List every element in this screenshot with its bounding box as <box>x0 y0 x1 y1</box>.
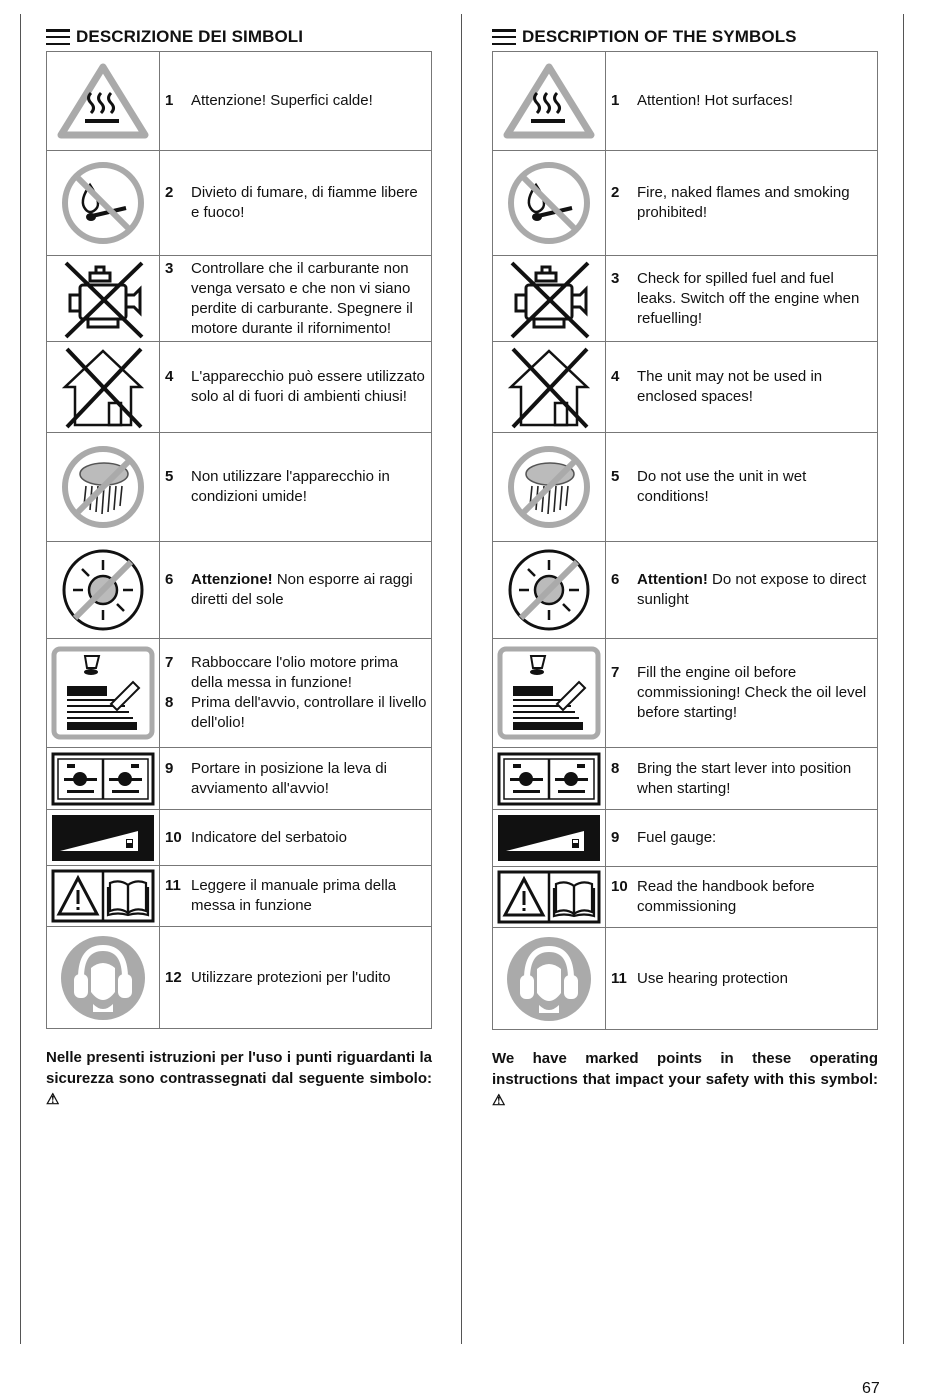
symbol-text <box>191 183 427 223</box>
symbol-number: 11 <box>165 877 181 894</box>
italian-heading <box>46 24 432 50</box>
symbol-icon-cell <box>47 433 160 542</box>
symbol-row <box>47 927 432 1029</box>
symbol-text <box>637 91 873 111</box>
symbol-number: 1 <box>611 92 620 109</box>
symbol-row <box>47 342 432 433</box>
section-menu-icon <box>492 29 516 45</box>
symbol-entry <box>165 259 427 339</box>
oil-fill-icon <box>493 646 605 740</box>
symbol-description-cell <box>160 342 432 433</box>
symbol-icon-cell <box>47 866 160 927</box>
symbol-number: 9 <box>611 829 620 846</box>
symbol-row <box>47 810 432 866</box>
symbol-text-body: Do not expose to direct sunlight <box>637 571 867 608</box>
symbol-text-emphasis: Attenzione! <box>191 571 273 588</box>
symbol-row <box>493 256 878 342</box>
symbol-text-body: Fill the engine oil before commissioning! Check the oil level before starting! <box>637 664 867 721</box>
symbol-number: 4 <box>165 368 174 385</box>
symbol-entry <box>611 759 873 799</box>
center-divider-line <box>461 14 462 1344</box>
symbol-entry <box>165 876 427 916</box>
symbol-row <box>47 748 432 810</box>
symbol-number: 5 <box>611 468 620 485</box>
symbol-text-body: Read the handbook before commissioning <box>637 878 815 915</box>
symbol-text <box>191 828 427 848</box>
symbol-number: 10 <box>165 828 182 846</box>
symbol-icon-cell <box>47 639 160 748</box>
no-indoor-use-icon <box>47 345 159 429</box>
english-heading <box>492 24 878 50</box>
no-indoor-use-icon <box>493 345 605 429</box>
symbol-number: 8 <box>611 759 620 777</box>
symbol-number: 6 <box>165 571 174 588</box>
symbol-text-body: Use hearing protection <box>637 969 788 987</box>
symbol-row <box>493 639 878 748</box>
no-fuel-spill-engine-icon <box>493 259 605 339</box>
symbol-icon-cell <box>47 342 160 433</box>
no-sunlight-icon <box>47 546 159 634</box>
symbol-text <box>191 876 427 916</box>
read-manual-icon <box>493 870 605 924</box>
symbol-entry <box>611 570 873 610</box>
symbol-row <box>493 151 878 256</box>
symbol-text <box>191 91 427 111</box>
symbol-entry <box>611 467 873 507</box>
symbol-icon-cell <box>47 810 160 866</box>
symbol-description-cell <box>160 866 432 927</box>
symbol-text-body: Controllare che il carburante non venga versato e che non vi siano perdite di carburante. Spegnere il motore durante il rifornimento! <box>191 259 413 337</box>
symbol-text-body: Leggere il manuale prima della messa in funzione <box>191 877 397 914</box>
symbol-description-cell <box>160 927 432 1029</box>
symbol-text <box>191 259 427 339</box>
no-fire-icon <box>47 160 159 246</box>
no-wet-conditions-icon <box>493 444 605 530</box>
symbol-description-cell <box>606 748 878 810</box>
no-fuel-spill-engine-icon <box>47 259 159 339</box>
symbol-description-cell <box>160 639 432 748</box>
symbol-text <box>191 570 427 610</box>
symbol-description-cell <box>606 151 878 256</box>
symbol-entry <box>165 183 427 223</box>
symbol-number: 10 <box>611 878 628 895</box>
symbol-number: 2 <box>611 184 620 201</box>
symbol-row <box>493 342 878 433</box>
hearing-protection-icon <box>47 934 159 1022</box>
hot-surface-icon <box>493 61 605 141</box>
right-margin-line <box>903 14 904 1344</box>
symbol-text <box>637 663 873 723</box>
no-wet-conditions-icon <box>47 444 159 530</box>
symbol-icon-cell <box>493 928 606 1030</box>
symbol-icon-cell <box>493 342 606 433</box>
symbol-text-body: Non utilizzare l'apparecchio in condizioni umide! <box>191 468 390 505</box>
italian-symbols-table <box>46 51 432 1029</box>
symbol-row <box>493 810 878 867</box>
english-safety-note: We have marked points in these operating instructions that impact your safety with this symbol: ⚠ <box>492 1050 878 1109</box>
symbol-number: 7 <box>165 654 174 671</box>
italian-title: DESCRIZIONE DEI SIMBOLI <box>76 27 304 46</box>
symbol-icon-cell <box>493 433 606 542</box>
symbol-entry <box>611 367 873 407</box>
symbol-icon-cell <box>47 927 160 1029</box>
symbol-icon-cell <box>47 748 160 810</box>
symbol-description-cell <box>606 639 878 748</box>
symbol-description-cell <box>160 748 432 810</box>
symbol-description-cell <box>606 342 878 433</box>
left-margin-line <box>20 14 21 1344</box>
symbol-entry <box>165 653 427 693</box>
symbol-text <box>191 367 427 407</box>
symbol-number: 12 <box>165 968 182 986</box>
symbol-text-body: Rabboccare l'olio motore prima della messa in funzione! <box>191 654 399 691</box>
symbol-description-cell <box>606 256 878 342</box>
symbol-number: 7 <box>611 664 620 681</box>
symbol-text-body: Non esporre ai raggi diretti del sole <box>191 571 413 608</box>
italian-column <box>46 24 432 1110</box>
symbol-icon-cell <box>493 748 606 810</box>
symbol-text-body: Attention! Hot surfaces! <box>637 92 793 109</box>
symbol-text-body: Do not use the unit in wet conditions! <box>637 468 807 505</box>
symbol-text-body: Fire, naked flames and smoking prohibited! <box>637 184 850 221</box>
symbol-text <box>637 759 873 799</box>
symbol-text-body: Indicatore del serbatoio <box>191 828 347 846</box>
symbol-entry <box>165 759 427 799</box>
symbol-description-cell <box>606 52 878 151</box>
symbol-icon-cell <box>47 542 160 639</box>
symbol-text-body: Fuel gauge: <box>637 829 717 846</box>
symbol-description-cell <box>606 433 878 542</box>
symbol-text <box>637 183 873 223</box>
symbol-description-cell <box>606 867 878 928</box>
symbol-icon-cell <box>47 52 160 151</box>
symbol-icon-cell <box>493 639 606 748</box>
symbol-number: 1 <box>165 92 174 109</box>
symbol-text-body: Attenzione! Superfici calde! <box>191 92 373 109</box>
symbol-text-body: Divieto di fumare, di fiamme libere e fuoco! <box>191 184 418 221</box>
symbol-text <box>637 467 873 507</box>
symbol-row <box>493 542 878 639</box>
symbol-row <box>47 639 432 748</box>
symbol-row <box>493 52 878 151</box>
symbol-number: 5 <box>165 468 174 485</box>
symbol-text-body: Bring the start lever into position when starting! <box>637 759 852 797</box>
symbol-entry <box>611 269 873 329</box>
symbol-text <box>637 877 873 917</box>
symbol-icon-cell <box>493 810 606 867</box>
symbol-text <box>191 467 427 507</box>
symbol-number: 9 <box>165 759 174 777</box>
symbol-description-cell <box>606 542 878 639</box>
no-fire-icon <box>493 160 605 246</box>
symbol-icon-cell <box>493 151 606 256</box>
symbol-icon-cell <box>493 542 606 639</box>
start-lever-icon <box>47 752 159 806</box>
symbol-row <box>493 867 878 928</box>
symbol-entry <box>611 969 873 989</box>
english-symbols-table <box>492 51 878 1030</box>
symbol-number: 11 <box>611 969 627 987</box>
symbol-text <box>637 269 873 329</box>
symbol-text-body: Prima dell'avvio, controllare il livello dell'olio! <box>191 694 427 731</box>
symbol-icon-cell <box>493 256 606 342</box>
symbol-row <box>47 256 432 342</box>
symbol-text-emphasis: Attention! <box>637 571 708 588</box>
symbol-entry <box>165 91 427 111</box>
symbol-description-cell <box>160 52 432 151</box>
symbol-entry <box>611 183 873 223</box>
symbol-number: 6 <box>611 571 620 588</box>
symbol-row <box>47 542 432 639</box>
symbol-description-cell <box>160 542 432 639</box>
oil-fill-icon <box>47 646 159 740</box>
symbol-description-cell <box>606 928 878 1030</box>
symbol-description-cell <box>160 433 432 542</box>
symbol-text-body: Utilizzare protezioni per l'udito <box>191 968 391 986</box>
symbol-icon-cell <box>493 867 606 928</box>
symbol-entry <box>165 467 427 507</box>
symbol-entry <box>611 877 873 917</box>
section-menu-icon <box>46 29 70 45</box>
symbol-text <box>637 367 873 407</box>
symbol-entry <box>611 663 873 723</box>
symbol-row <box>47 866 432 927</box>
english-column <box>492 24 878 1111</box>
symbol-icon-cell <box>493 52 606 151</box>
symbol-text-body: Portare in posizione la leva di avviamento all'avvio! <box>191 759 387 797</box>
symbol-number: 3 <box>611 269 620 287</box>
symbol-text-body: Check for spilled fuel and fuel leaks. Switch off the engine when refuelling! <box>637 269 860 327</box>
symbol-row <box>493 433 878 542</box>
hearing-protection-icon <box>493 935 605 1023</box>
symbol-row <box>47 52 432 151</box>
symbol-text <box>191 653 427 693</box>
symbol-entry <box>611 91 873 111</box>
symbol-text <box>637 969 873 989</box>
page-number: 67 <box>862 1380 880 1397</box>
no-sunlight-icon <box>493 546 605 634</box>
read-manual-icon <box>47 869 159 923</box>
symbol-entry <box>165 968 427 988</box>
symbol-description-cell <box>160 151 432 256</box>
italian-safety-note: Nelle presenti istruzioni per l'uso i punti riguardanti la sicurezza sono contrassegnati dal seguente simbolo: ⚠ <box>46 1049 432 1108</box>
symbol-number: 4 <box>611 368 620 385</box>
symbol-text <box>637 570 873 610</box>
symbol-row <box>47 433 432 542</box>
symbol-text <box>191 693 427 733</box>
fuel-gauge-icon <box>493 815 605 861</box>
symbol-icon-cell <box>47 151 160 256</box>
hot-surface-icon <box>47 61 159 141</box>
symbol-entry <box>165 693 427 733</box>
symbol-row <box>493 748 878 810</box>
symbol-text-body: L'apparecchio può essere utilizzato solo al di fuori di ambienti chiusi! <box>191 368 425 405</box>
symbol-description-cell <box>606 810 878 867</box>
start-lever-icon <box>493 752 605 806</box>
fuel-gauge-icon <box>47 815 159 861</box>
symbol-row <box>47 151 432 256</box>
symbol-entry <box>165 367 427 407</box>
symbol-text <box>191 968 427 988</box>
symbol-text-body: The unit may not be used in enclosed spaces! <box>637 368 823 405</box>
symbol-description-cell <box>160 256 432 342</box>
symbol-number: 3 <box>165 259 174 277</box>
symbol-number: 2 <box>165 184 174 201</box>
symbol-entry <box>165 570 427 610</box>
symbol-description-cell <box>160 810 432 866</box>
symbol-entry <box>165 828 427 848</box>
symbol-text <box>191 759 427 799</box>
symbol-number: 8 <box>165 694 174 711</box>
symbol-icon-cell <box>47 256 160 342</box>
symbol-text <box>637 828 873 848</box>
english-title: DESCRIPTION OF THE SYMBOLS <box>522 27 797 46</box>
symbol-row <box>493 928 878 1030</box>
symbol-entry <box>611 828 873 848</box>
